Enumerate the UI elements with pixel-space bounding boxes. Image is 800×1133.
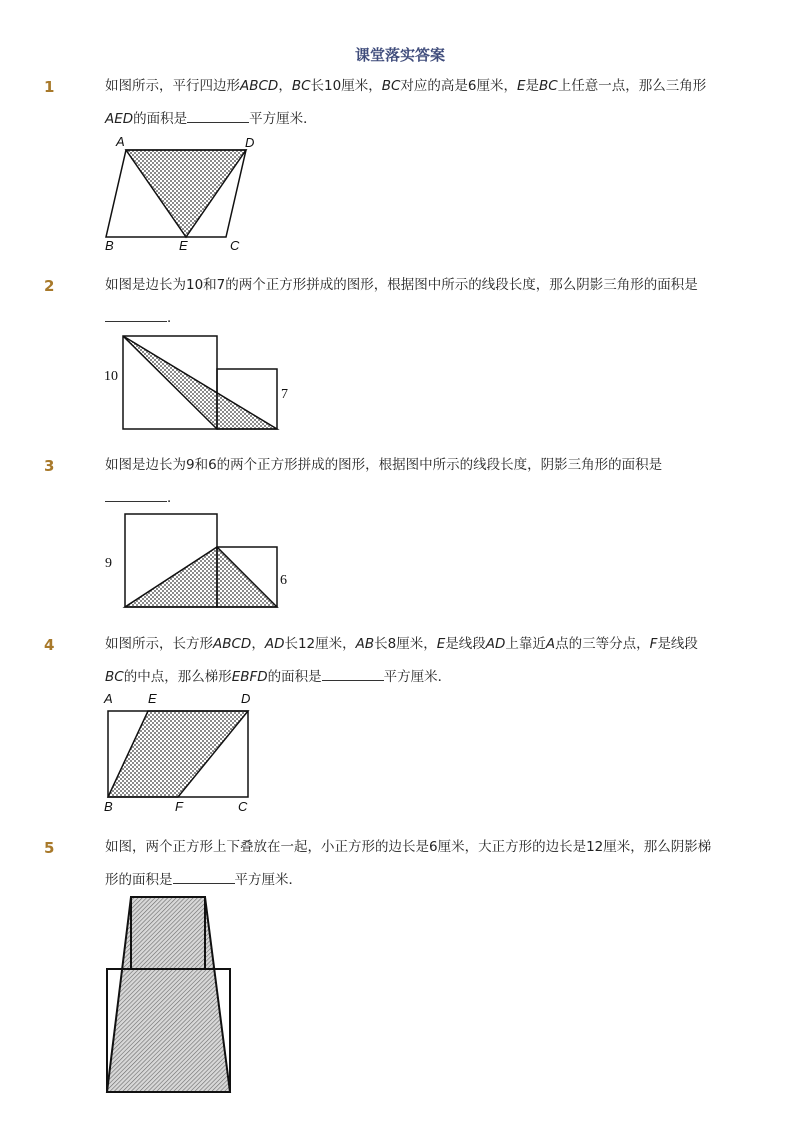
question-number: 3 — [44, 457, 55, 475]
shaded-triangle — [123, 336, 277, 429]
question-text: 如图是边长为9和6的两个正方形拼成的图形，根据图中所示的线段长度，阴影三角形的面积是． — [105, 457, 663, 506]
label-d: D — [245, 135, 255, 150]
question-text: 如图，两个正方形上下叠放在一起，小正方形的边长是6厘米，大正方形的边长是12厘米，那么阴影梯形的面积是 平方厘米． — [105, 839, 712, 888]
label-b: B — [105, 238, 114, 253]
answer-blank — [322, 666, 384, 681]
shaded-trapezoid — [108, 711, 248, 797]
question-number: 1 — [44, 78, 55, 96]
answer-blank — [105, 487, 167, 502]
answer-blank — [105, 307, 167, 322]
question-number: 5 — [44, 839, 55, 857]
label-big-side: 10 — [104, 369, 118, 384]
label-small-side: 7 — [281, 387, 288, 402]
label-e: E — [179, 238, 188, 253]
label-d: D — [241, 691, 251, 706]
figure-two-squares-9-6 — [100, 512, 300, 612]
label-small-side: 6 — [280, 573, 287, 588]
shaded-triangle — [126, 150, 246, 237]
figure-two-squares-10-7 — [100, 333, 300, 433]
label-a: A — [116, 134, 125, 149]
question-number: 4 — [44, 636, 55, 654]
figure-parallelogram — [100, 134, 260, 254]
shaded-trapezoid — [107, 897, 230, 1092]
label-big-side: 9 — [105, 556, 112, 571]
figure-rectangle-trapezoid — [100, 690, 260, 818]
label-a: A — [104, 691, 113, 706]
shaded-triangle — [125, 547, 277, 607]
answer-blank — [187, 108, 249, 123]
question-text: 如图所示，长方形ABCD，AD长12厘米，AB长8厘米，E是线段AD上靠近A点的三等分点，F是线段BC的中点，那么梯形EBFD的面积是 平方厘米． — [105, 636, 698, 685]
figure-stacked-squares — [100, 893, 240, 1098]
answer-blank — [173, 869, 235, 884]
label-b: B — [104, 799, 113, 814]
question-text: 如图是边长为10和7的两个正方形拼成的图形，根据图中所示的线段长度，那么阴影三角形的面积是． — [105, 277, 698, 326]
label-c: C — [230, 238, 240, 253]
label-f: F — [175, 799, 183, 814]
page-title: 课堂落实答案 — [354, 46, 445, 64]
question-text: 如图所示，平行四边形ABCD，BC长10厘米，BC对应的高是6厘米，E是BC上任意一点，那么三角形AED的面积是 平方厘米． — [105, 78, 707, 127]
question-number: 2 — [44, 277, 55, 295]
label-e: E — [148, 691, 157, 706]
label-c: C — [238, 799, 248, 814]
